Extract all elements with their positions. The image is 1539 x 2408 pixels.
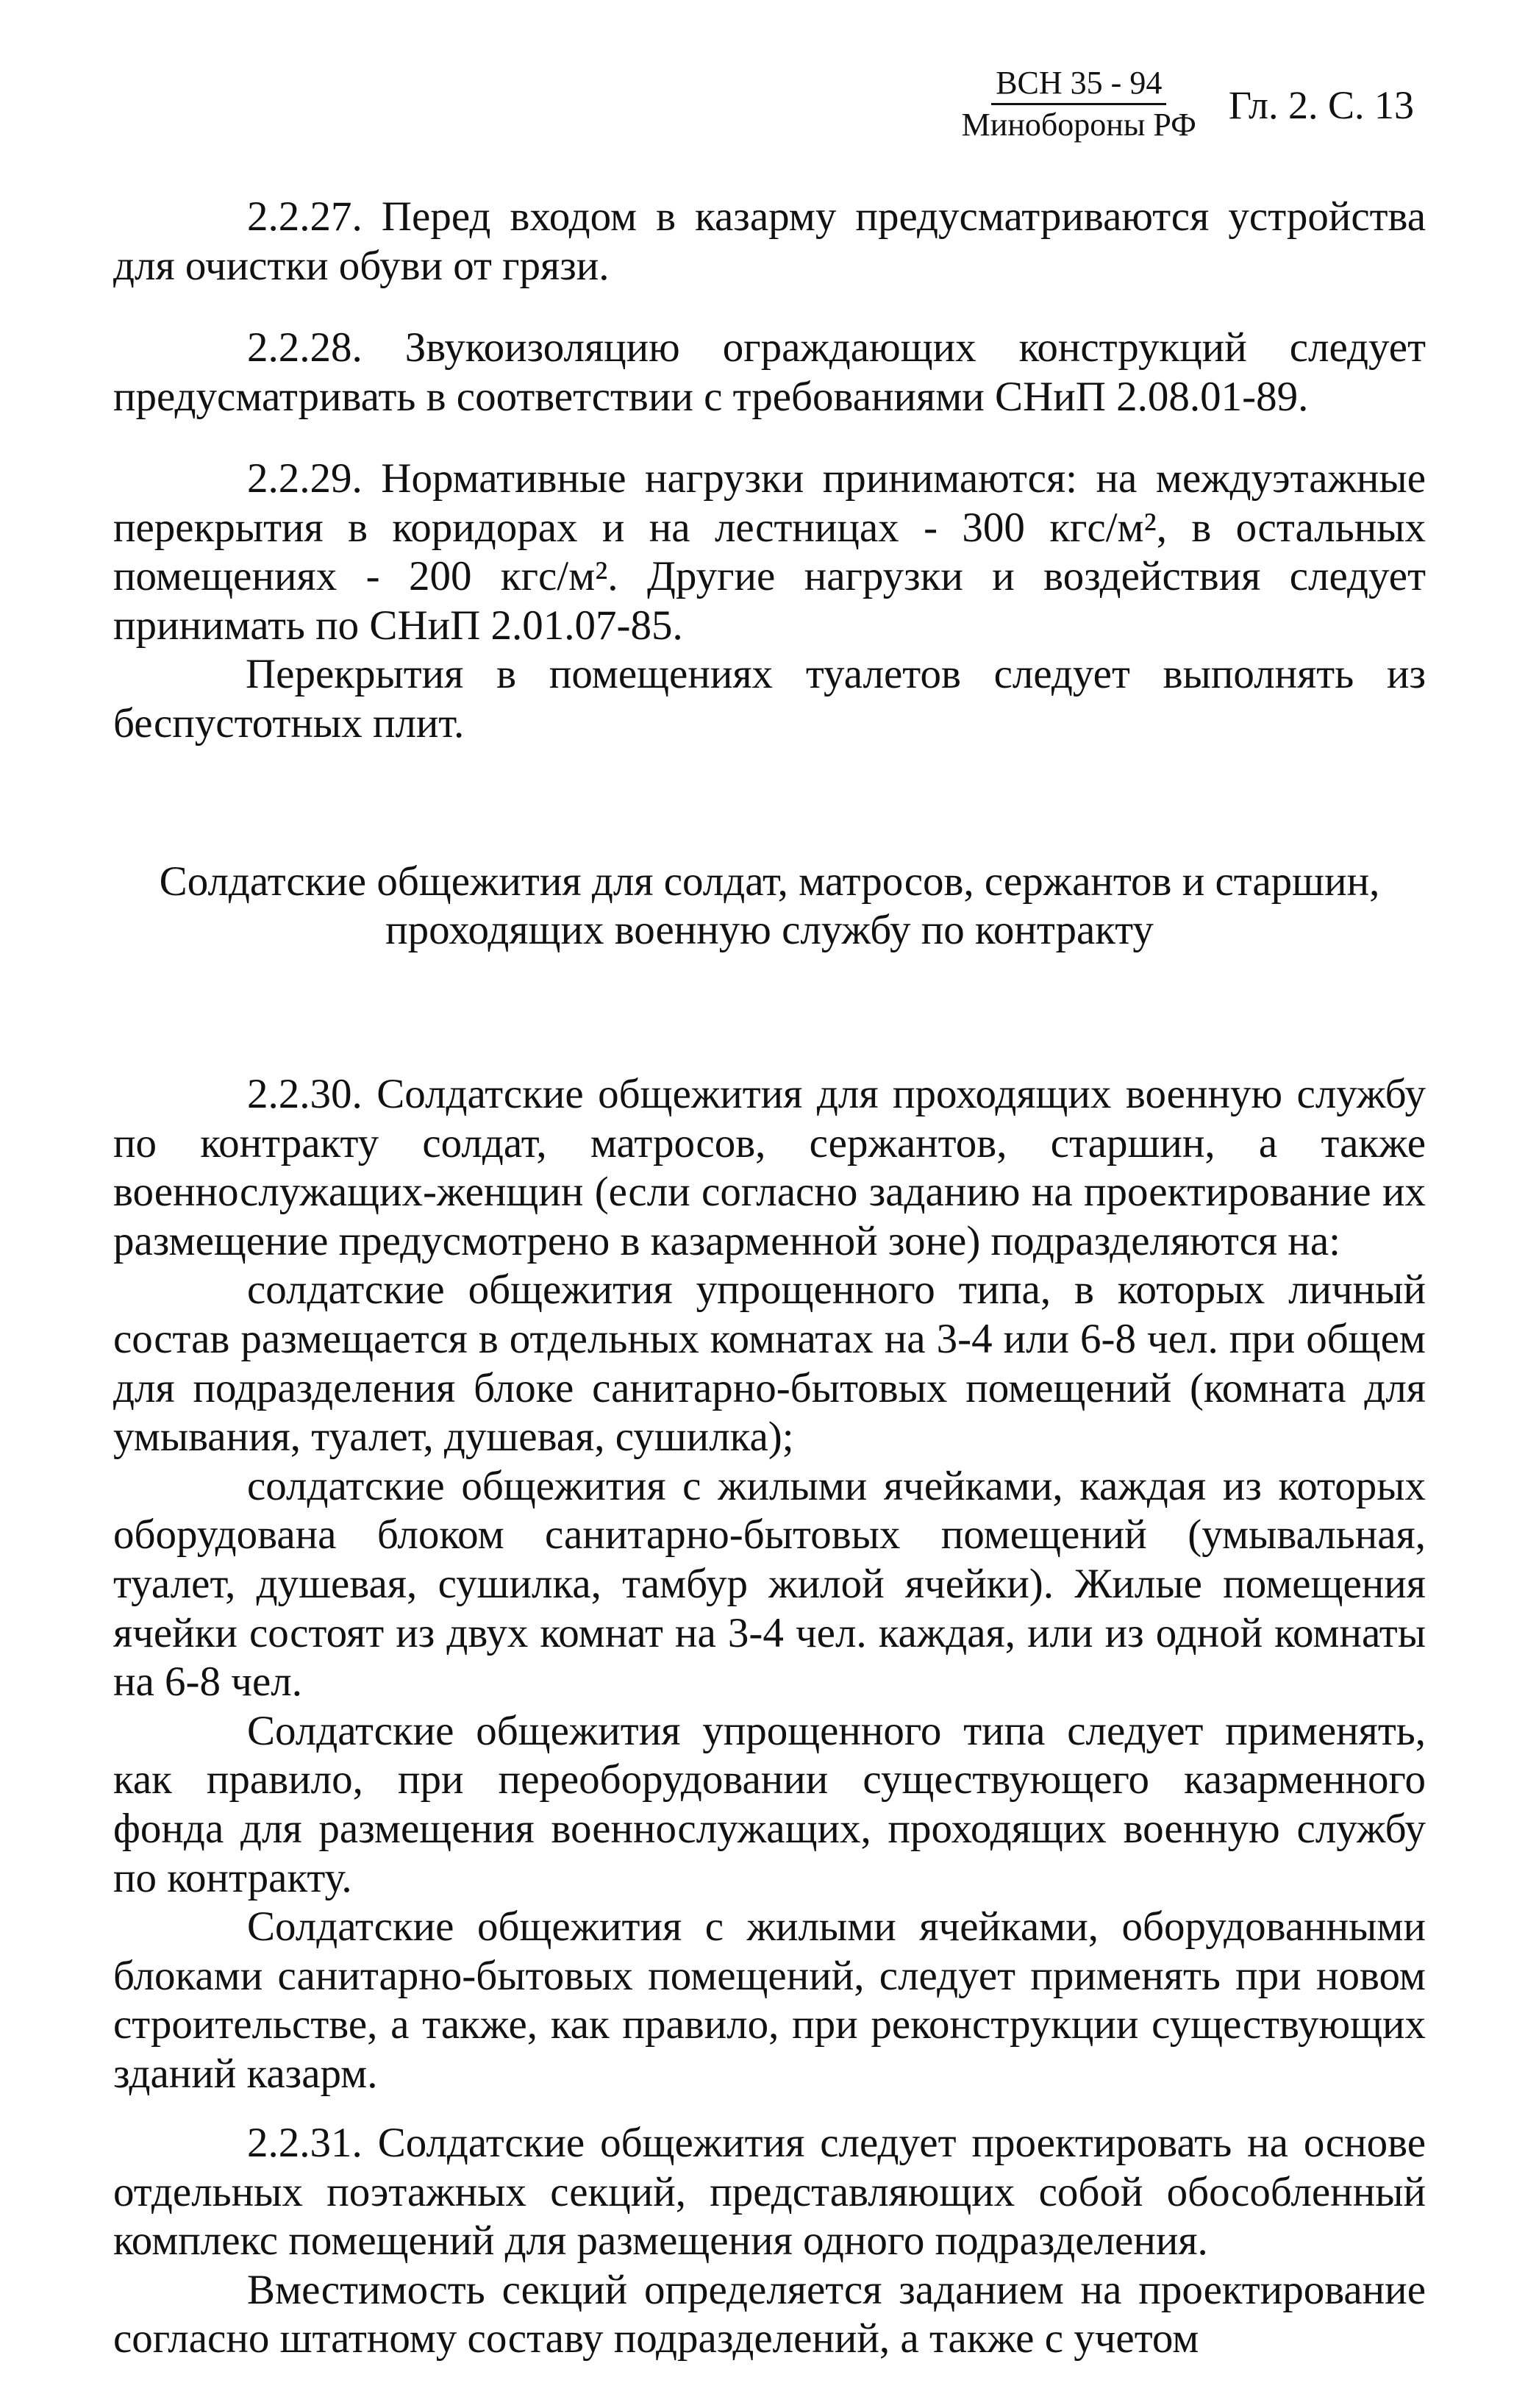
heading-line: проходящих военную службу по контракту bbox=[385, 907, 1154, 953]
paragraph: Солдатские общежития с жилыми ячейками, оборудованными блоками санитарно-бытовых помещений, следует применять при новом строительстве, а также, как правило, при реконструкции существующих зданий казарм. bbox=[113, 1903, 1426, 2097]
list-item: солдатские общежития с жилыми ячейками, каждая из которых оборудована блоком санитарно-бытовых помещений (умывальная, туалет, душевая, сушилка, тамбур жилой ячейки). Жилые помещения ячейки состоят из двух комнат на 3-4 чел. каждая, или из одной комнаты на 6-8 чел. bbox=[113, 1462, 1426, 1706]
list-item: солдатские общежития упрощенного типа, в которых личный состав размещается в отдельных комнатах на 3-4 или 6-8 чел. при общем для подразделения блоке санитарно-бытовых помещений (комната для умывания, туалет, душевая, сушилка); bbox=[113, 1267, 1426, 1461]
standard-designation bbox=[962, 66, 1196, 144]
paragraph: Солдатские общежития упрощенного типа следует применять, как правило, при переоборудовании существующего казарменного фонда для размещения военнослужащих, проходящих военную службу по контракту. bbox=[113, 1707, 1426, 1901]
heading-line: Солдатские общежития для солдат, матросов, сержантов и старшин, bbox=[159, 858, 1380, 905]
paragraph: 2.2.28. Звукоизоляцию ограждающих конструкций следует предусматривать в соответствии с требованиями СНиП 2.08.01-89. bbox=[113, 324, 1426, 420]
chapter-page-number: Гл. 2. С. 13 bbox=[1228, 82, 1414, 127]
paragraph: 2.2.27. Перед входом в казарму предусматриваются устройства для очистки обуви от грязи. bbox=[113, 193, 1426, 289]
paragraph: Перекрытия в помещениях туалетов следует выполнять из беспустотных плит. bbox=[113, 651, 1426, 747]
section-2-2-27 bbox=[113, 193, 1426, 291]
section-2-2-29 bbox=[113, 455, 1426, 749]
standard-code: ВСН 35 - 94 bbox=[991, 66, 1166, 105]
paragraph: 2.2.30. Солдатские общежития для проходящих военную службу по контракту солдат, матросов, сержантов, старшин, а также военнослужащих-женщин (если согласно заданию на проектирование их размещение предусмотрено в казарменной зоне) подразделяются на: bbox=[113, 1071, 1426, 1264]
issuing-organization: Минобороны РФ bbox=[961, 107, 1196, 143]
section-2-2-30 bbox=[113, 1070, 1426, 2098]
section-2-2-31 bbox=[113, 2119, 1426, 2364]
paragraph: 2.2.31. Солдатские общежития следует проектировать на основе отдельных поэтажных секций, представляющих собой обособленный комплекс помещений для размещения одного подразделения. bbox=[113, 2120, 1426, 2265]
paragraph: 2.2.29. Нормативные нагрузки принимаются: на междуэтажные перекрытия в коридорах и на лестницах - 300 кгс/м², в остальных помещениях - 200 кгс/м². Другие нагрузки и воздействия следует принимать по СНиП 2.01.07-85. bbox=[113, 455, 1426, 649]
section-2-2-28 bbox=[113, 324, 1426, 421]
section-heading bbox=[113, 858, 1426, 955]
page-header bbox=[962, 66, 1414, 144]
paragraph: Вместимость секций определяется заданием на проектирование согласно штатному составу подразделений, а также с учетом bbox=[113, 2266, 1426, 2362]
